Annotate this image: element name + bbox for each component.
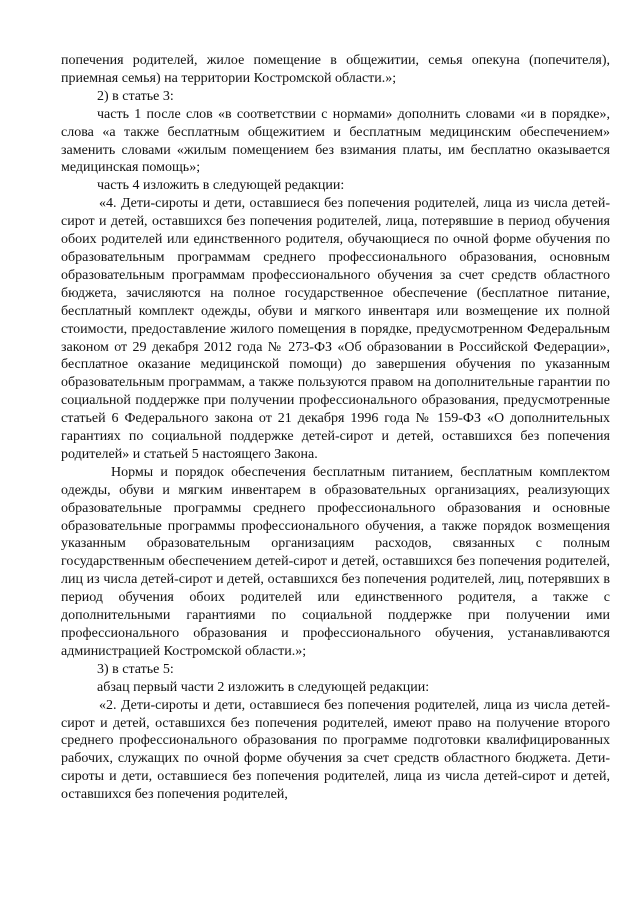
document-page (61, 52, 610, 804)
paragraph-article-3-heading: 2) в статье 3: (97, 88, 174, 104)
paragraph-part-4-intro: часть 4 изложить в следующей редакции: (97, 178, 345, 194)
paragraph-part-2-intro: абзац первый части 2 изложить в следующей редакции: (97, 679, 430, 695)
paragraph-part-2-text: «2. Дети-сироты и дети, оставшиеся без попечения родителей, лица из числа детей-сирот и детей, оставшихся без попечения родителей, имеют право на получение второго среднего профессионального образования по программе подготовки квалифицированных рабочих, служащих по очной форме обучения за счет средств областного бюджета. Дети-сироты и дети, оставшиеся без попечения родителей, лица из числа детей-сирот и детей, оставшихся без попечения родителей, (61, 697, 610, 803)
paragraph-article-5-heading: 3) в статье 5: (97, 661, 174, 677)
paragraph-continuation: попечения родителей, жилое помещение в общежитии, семья опекуна (попечителя), приемная семья) на территории Костромской области.»; (61, 53, 610, 86)
paragraph-norms-and-procedure: Нормы и порядок обеспечения бесплатным питанием, бесплатным комплектом одежды, обуви и мягким инвентарем в образовательных организациях, реализующих образовательные программы среднего профессионального образования и основные образовательные программы профессионального обучения, а также порядок возмещения указанным образовательным организациям расходов, связанных с полным государственным обеспечением детей-сирот и детей, оставшихся без попечения родителей, лиц из числа детей-сирот и детей, оставшихся без попечения родителей, лиц, потерявших в период обучения обоих родителей или единственного родителя, а также с дополнительными гарантиями по социальной поддержке при получении ими профессионального образования и профессионального обучения, устанавливаются администрацией Костромской области.»; (61, 464, 610, 659)
paragraph-part-1-amendment: часть 1 после слов «в соответствии с нормами» дополнить словами «и в порядке», слова «а также бесплатным общежитием и бесплатным медицинским обеспечением» заменить словами «жилым помещением без взимания платы, им бесплатно оказывается медицинская помощь»; (61, 106, 610, 176)
paragraph-part-4-text: «4. Дети-сироты и дети, оставшиеся без попечения родителей, лица из числа детей-сирот и детей, оставшихся без попечения родителей, лица, потерявшие в период обучения обоих родителей или единственного родителя, обучающиеся по очной форме обучения по образовательным программам среднего профессионального образования, основным образовательным программам профессионального обучения за счет средств областного бюджета, зачисляются на полное государственное обеспечение (бесплатное питание, бесплатный комплект одежды, обуви и мягкого инвентаря или возмещение их полной стоимости, предоставление жилого помещения в порядке, предусмотренном Федеральным законом от 29 декабря 2012 года № 273-ФЗ «Об образовании в Российской Федерации», бесплатное оказание медицинской помощи) до завершения обучения по указанным образовательным программам, а также пользуются правом на дополнительные гарантии по социальной поддержке при получении профессионального образования, предусмотренные статьей 6 Федерального закона от 21 декабря 1996 года № 159-ФЗ «О дополнительных гарантиях по социальной поддержке детей-сирот и детей, оставшихся без попечения родителей» и статьей 5 настоящего Закона. (61, 196, 610, 462)
